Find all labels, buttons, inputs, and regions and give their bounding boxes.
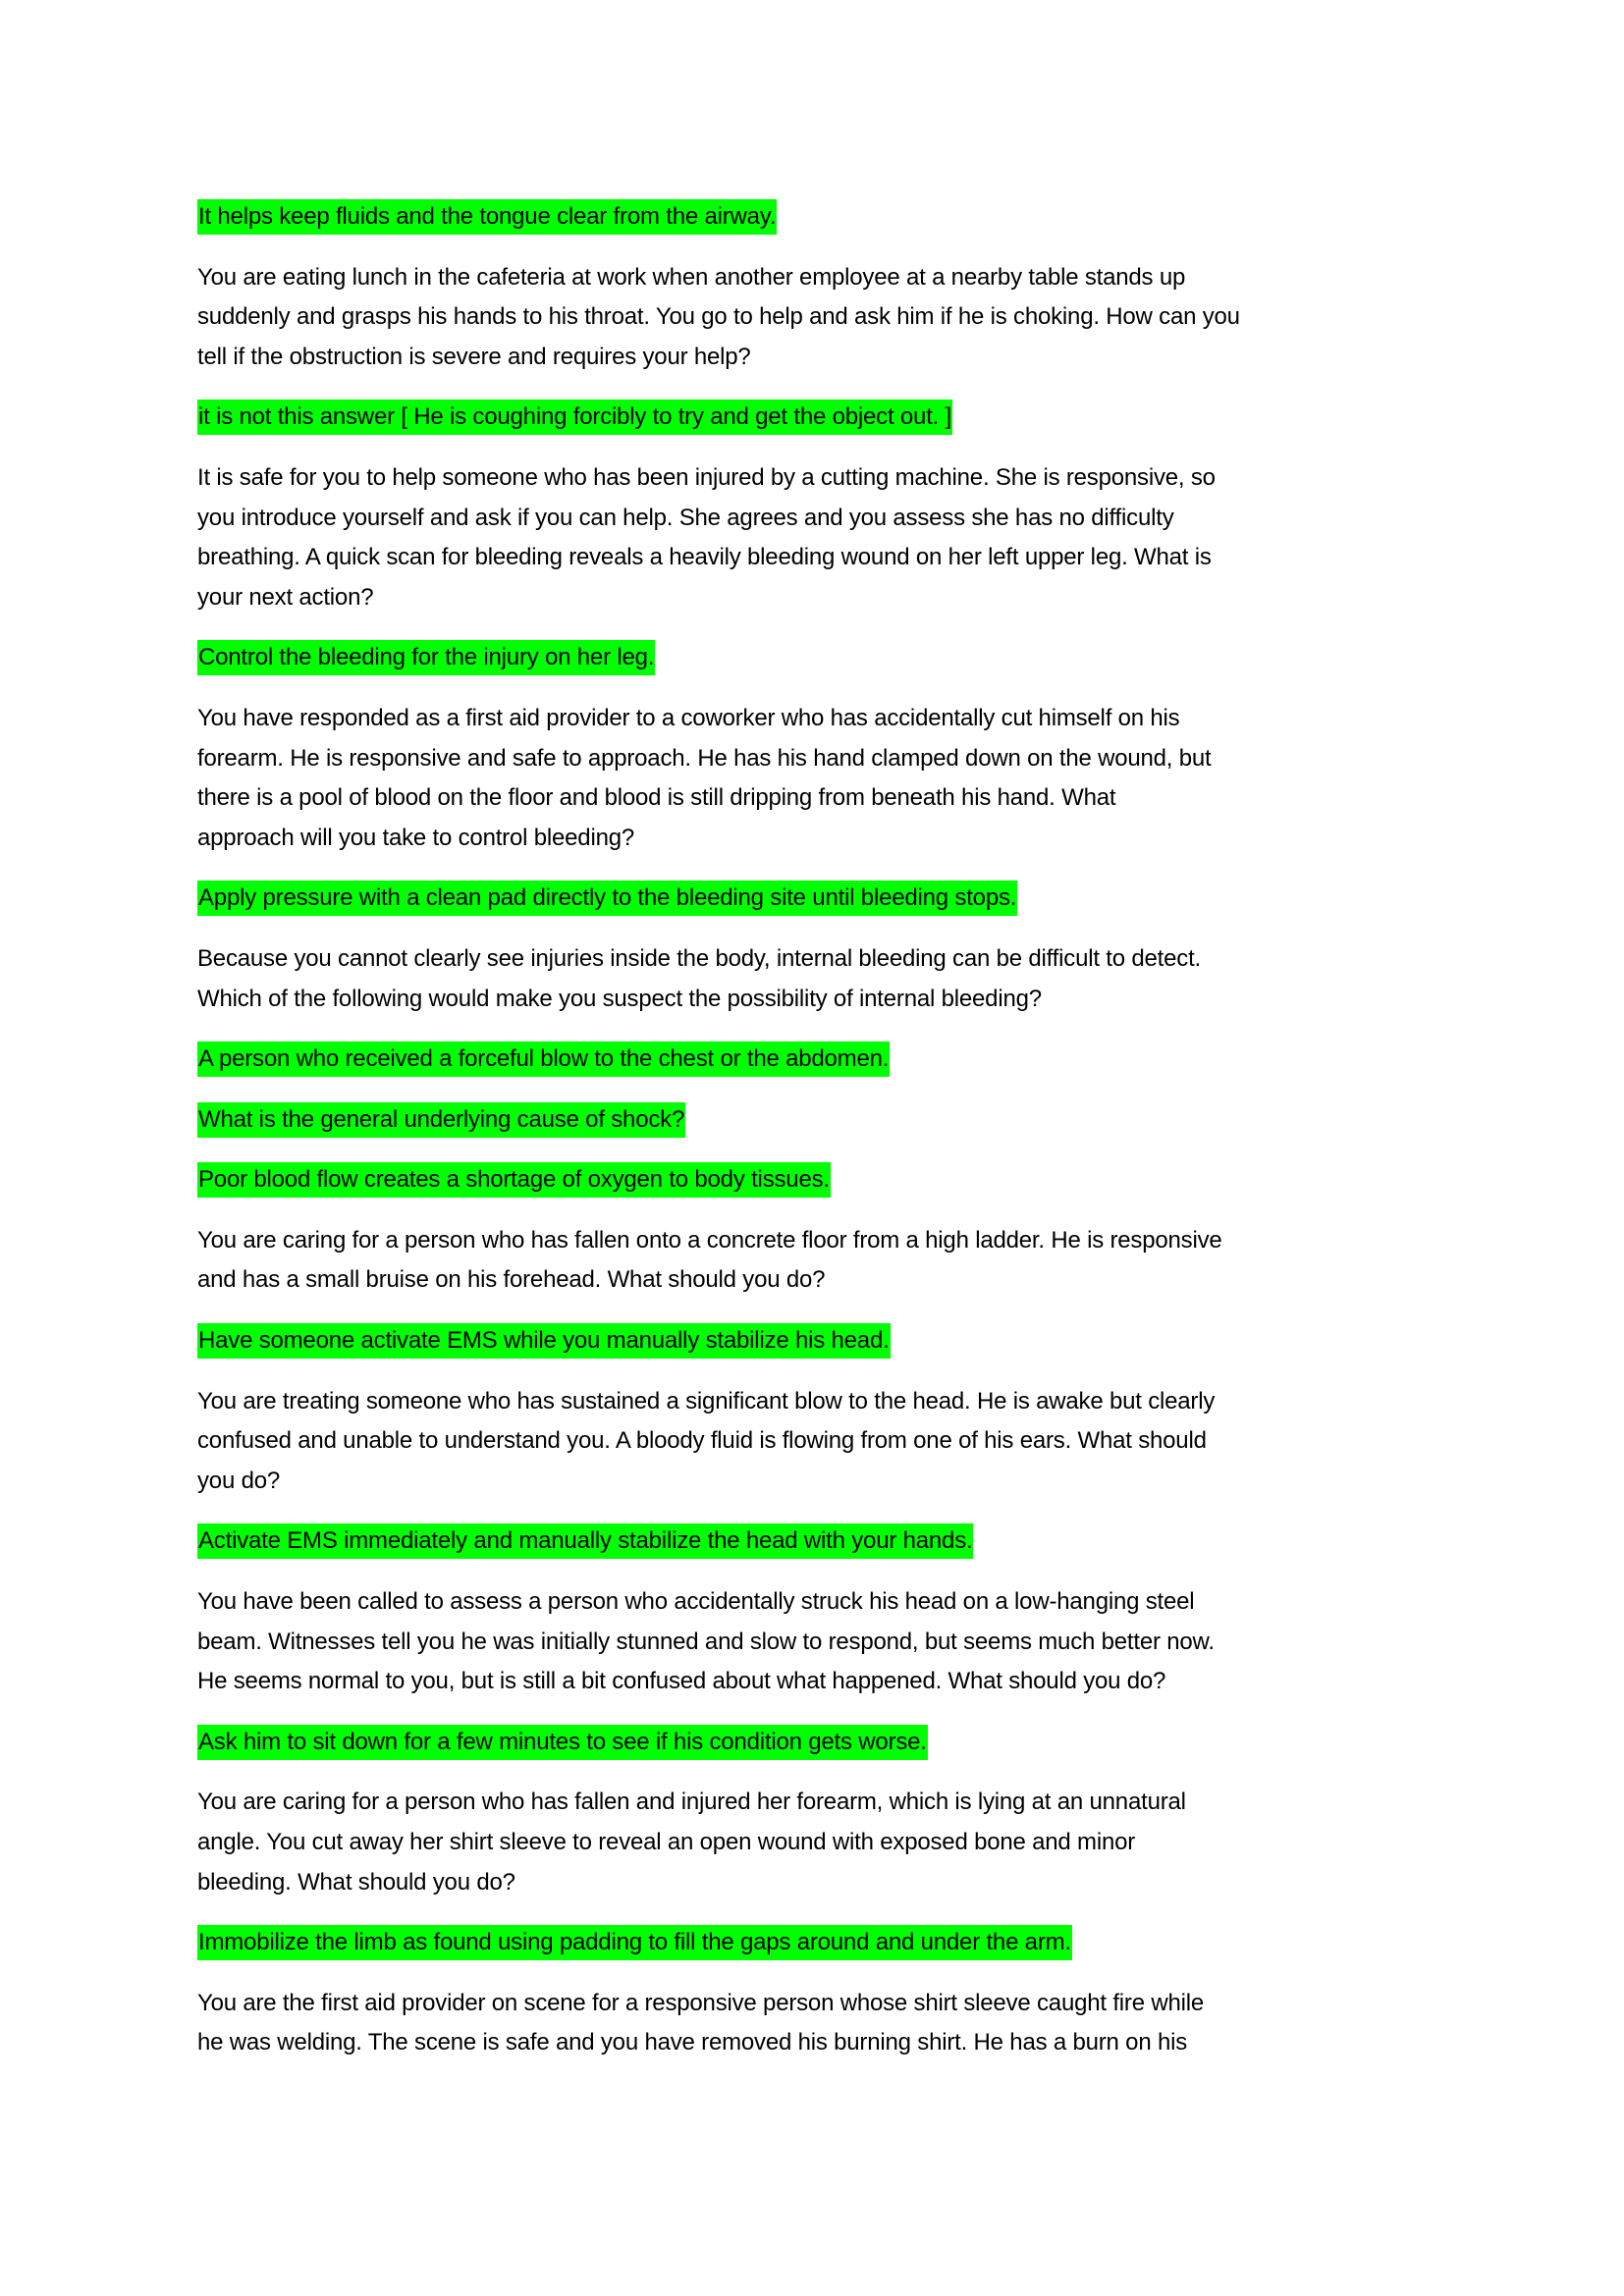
- highlighted-answer: [197, 879, 1454, 919]
- text-line: [197, 258, 1454, 298]
- answer-text: A person who received a forceful blow to the chest or the abdomen.: [197, 1041, 890, 1077]
- text-line: [197, 338, 1454, 378]
- text-line: [197, 1923, 1454, 1963]
- text-line: [197, 638, 1454, 678]
- question-text: bleeding. What should you do?: [197, 1868, 515, 1896]
- question-text: It is safe for you to help someone who has been injured by a cutting machine. She is responsive, so: [197, 463, 1216, 491]
- highlighted-answer: [197, 1100, 1454, 1141]
- question-text: You are caring for a person who has fallen onto a concrete floor from a high ladder. He is responsive: [197, 1226, 1222, 1254]
- question-paragraph: [197, 1382, 1454, 1502]
- highlighted-answer: [197, 1040, 1454, 1080]
- text-line: [197, 1723, 1454, 1763]
- text-line: [197, 1823, 1454, 1863]
- question-paragraph: [197, 1984, 1454, 2063]
- answer-text: it is not this answer [ He is coughing forcibly to try and get the object out. ]: [197, 400, 952, 435]
- text-line: [197, 1582, 1454, 1623]
- text-line: [197, 1522, 1454, 1562]
- question-paragraph: [197, 458, 1454, 617]
- question-paragraph: [197, 939, 1454, 1019]
- text-line: [197, 1160, 1454, 1201]
- question-text: You are the first aid provider on scene for a responsive person whose shirt sleeve caught fire while: [197, 1989, 1205, 2016]
- text-line: [197, 1382, 1454, 1422]
- highlighted-answer: [197, 1321, 1454, 1362]
- question-text: you do?: [197, 1467, 281, 1494]
- question-text: You are treating someone who has sustained a significant blow to the head. He is awake but clearly: [197, 1387, 1216, 1415]
- text-line: [197, 1863, 1454, 1903]
- question-text: tell if the obstruction is severe and requires your help?: [197, 343, 751, 370]
- question-text: angle. You cut away her shirt sleeve to reveal an open wound with exposed bone and minor: [197, 1829, 1136, 1855]
- text-line: [197, 1623, 1454, 1663]
- highlighted-answer: [197, 638, 1454, 678]
- answer-text: Ask him to sit down for a few minutes to see if his condition gets worse.: [197, 1725, 928, 1760]
- question-text: breathing. A quick scan for bleeding reveals a heavily bleeding wound on her left upper leg. What is: [197, 544, 1212, 571]
- text-line: [197, 1984, 1454, 2024]
- question-text: forearm. He is responsive and safe to approach. He has his hand clamped down on the wound, but: [197, 744, 1212, 772]
- question-text: You are eating lunch in the cafeteria at work when another employee at a nearby table stands up: [197, 263, 1186, 291]
- question-text: You have been called to assess a person who accidentally struck his head on a low-hanging steel: [197, 1588, 1195, 1616]
- answer-text: What is the general underlying cause of shock?: [197, 1102, 685, 1138]
- text-line: [197, 297, 1454, 338]
- text-line: [197, 1462, 1454, 1502]
- text-line: [197, 1100, 1454, 1141]
- text-line: [197, 538, 1454, 578]
- question-text: You are caring for a person who has fallen and injured her forearm, which is lying at an unnatural: [197, 1789, 1186, 1816]
- question-text: beam. Witnesses tell you he was initially stunned and slow to respond, but seems much better now.: [197, 1628, 1215, 1655]
- answer-text: Immobilize the limb as found using padding to fill the gaps around and under the arm.: [197, 1925, 1072, 1960]
- highlighted-answer: [197, 1923, 1454, 1963]
- text-line: [197, 1221, 1454, 1261]
- answer-text: Control the bleeding for the injury on her leg.: [197, 640, 655, 675]
- text-line: [197, 1040, 1454, 1080]
- text-line: [197, 197, 1454, 238]
- text-line: [197, 1260, 1454, 1301]
- text-line: [197, 1783, 1454, 1823]
- question-paragraph: [197, 699, 1454, 858]
- question-text: approach will you take to control bleeding?: [197, 824, 635, 851]
- text-line: [197, 1321, 1454, 1362]
- text-line: [197, 980, 1454, 1020]
- question-text: You have responded as a first aid provider to a coworker who has accidentally cut himself on his: [197, 704, 1180, 731]
- document-page: [197, 197, 1454, 2084]
- highlighted-answer: [197, 1522, 1454, 1562]
- answer-text: Have someone activate EMS while you manually stabilize his head.: [197, 1323, 891, 1359]
- question-paragraph: [197, 1582, 1454, 1702]
- question-text: your next action?: [197, 583, 374, 611]
- answer-text: Apply pressure with a clean pad directly to the bleeding site until bleeding stops.: [197, 881, 1017, 916]
- question-text: there is a pool of blood on the floor and blood is still dripping from beneath his hand. What: [197, 784, 1116, 812]
- text-line: [197, 1421, 1454, 1462]
- text-line: [197, 578, 1454, 618]
- question-text: Because you cannot clearly see injuries inside the body, internal bleeding can be difficult to detect.: [197, 944, 1202, 972]
- text-line: [197, 499, 1454, 539]
- text-line: [197, 1662, 1454, 1702]
- question-text: and has a small bruise on his forehead. What should you do?: [197, 1266, 826, 1294]
- text-line: [197, 398, 1454, 438]
- text-line: [197, 699, 1454, 739]
- highlighted-answer: [197, 197, 1454, 238]
- highlighted-answer: [197, 1723, 1454, 1763]
- text-line: [197, 819, 1454, 859]
- answer-text: It helps keep fluids and the tongue clear from the airway.: [197, 199, 777, 235]
- answer-text: Poor blood flow creates a shortage of oxygen to body tissues.: [197, 1162, 831, 1198]
- question-text: you introduce yourself and ask if you can help. She agrees and you assess she has no difficulty: [197, 504, 1174, 531]
- question-text: confused and unable to understand you. A bloody fluid is flowing from one of his ears. What should: [197, 1427, 1207, 1455]
- highlighted-answer: [197, 398, 1454, 438]
- highlighted-answer: [197, 1160, 1454, 1201]
- question-text: Which of the following would make you suspect the possibility of internal bleeding?: [197, 985, 1042, 1012]
- question-text: suddenly and grasps his hands to his throat. You go to help and ask him if he is choking. How can you: [197, 303, 1240, 331]
- text-line: [197, 778, 1454, 819]
- question-text: He seems normal to you, but is still a bit confused about what happened. What should you do?: [197, 1668, 1166, 1695]
- question-text: he was welding. The scene is safe and you have removed his burning shirt. He has a burn on his: [197, 2029, 1188, 2056]
- text-line: [197, 2023, 1454, 2063]
- question-paragraph: [197, 258, 1454, 378]
- text-line: [197, 458, 1454, 499]
- question-paragraph: [197, 1221, 1454, 1301]
- text-line: [197, 739, 1454, 779]
- text-line: [197, 939, 1454, 980]
- answer-text: Activate EMS immediately and manually stabilize the head with your hands.: [197, 1523, 973, 1559]
- question-paragraph: [197, 1783, 1454, 1902]
- text-line: [197, 879, 1454, 919]
